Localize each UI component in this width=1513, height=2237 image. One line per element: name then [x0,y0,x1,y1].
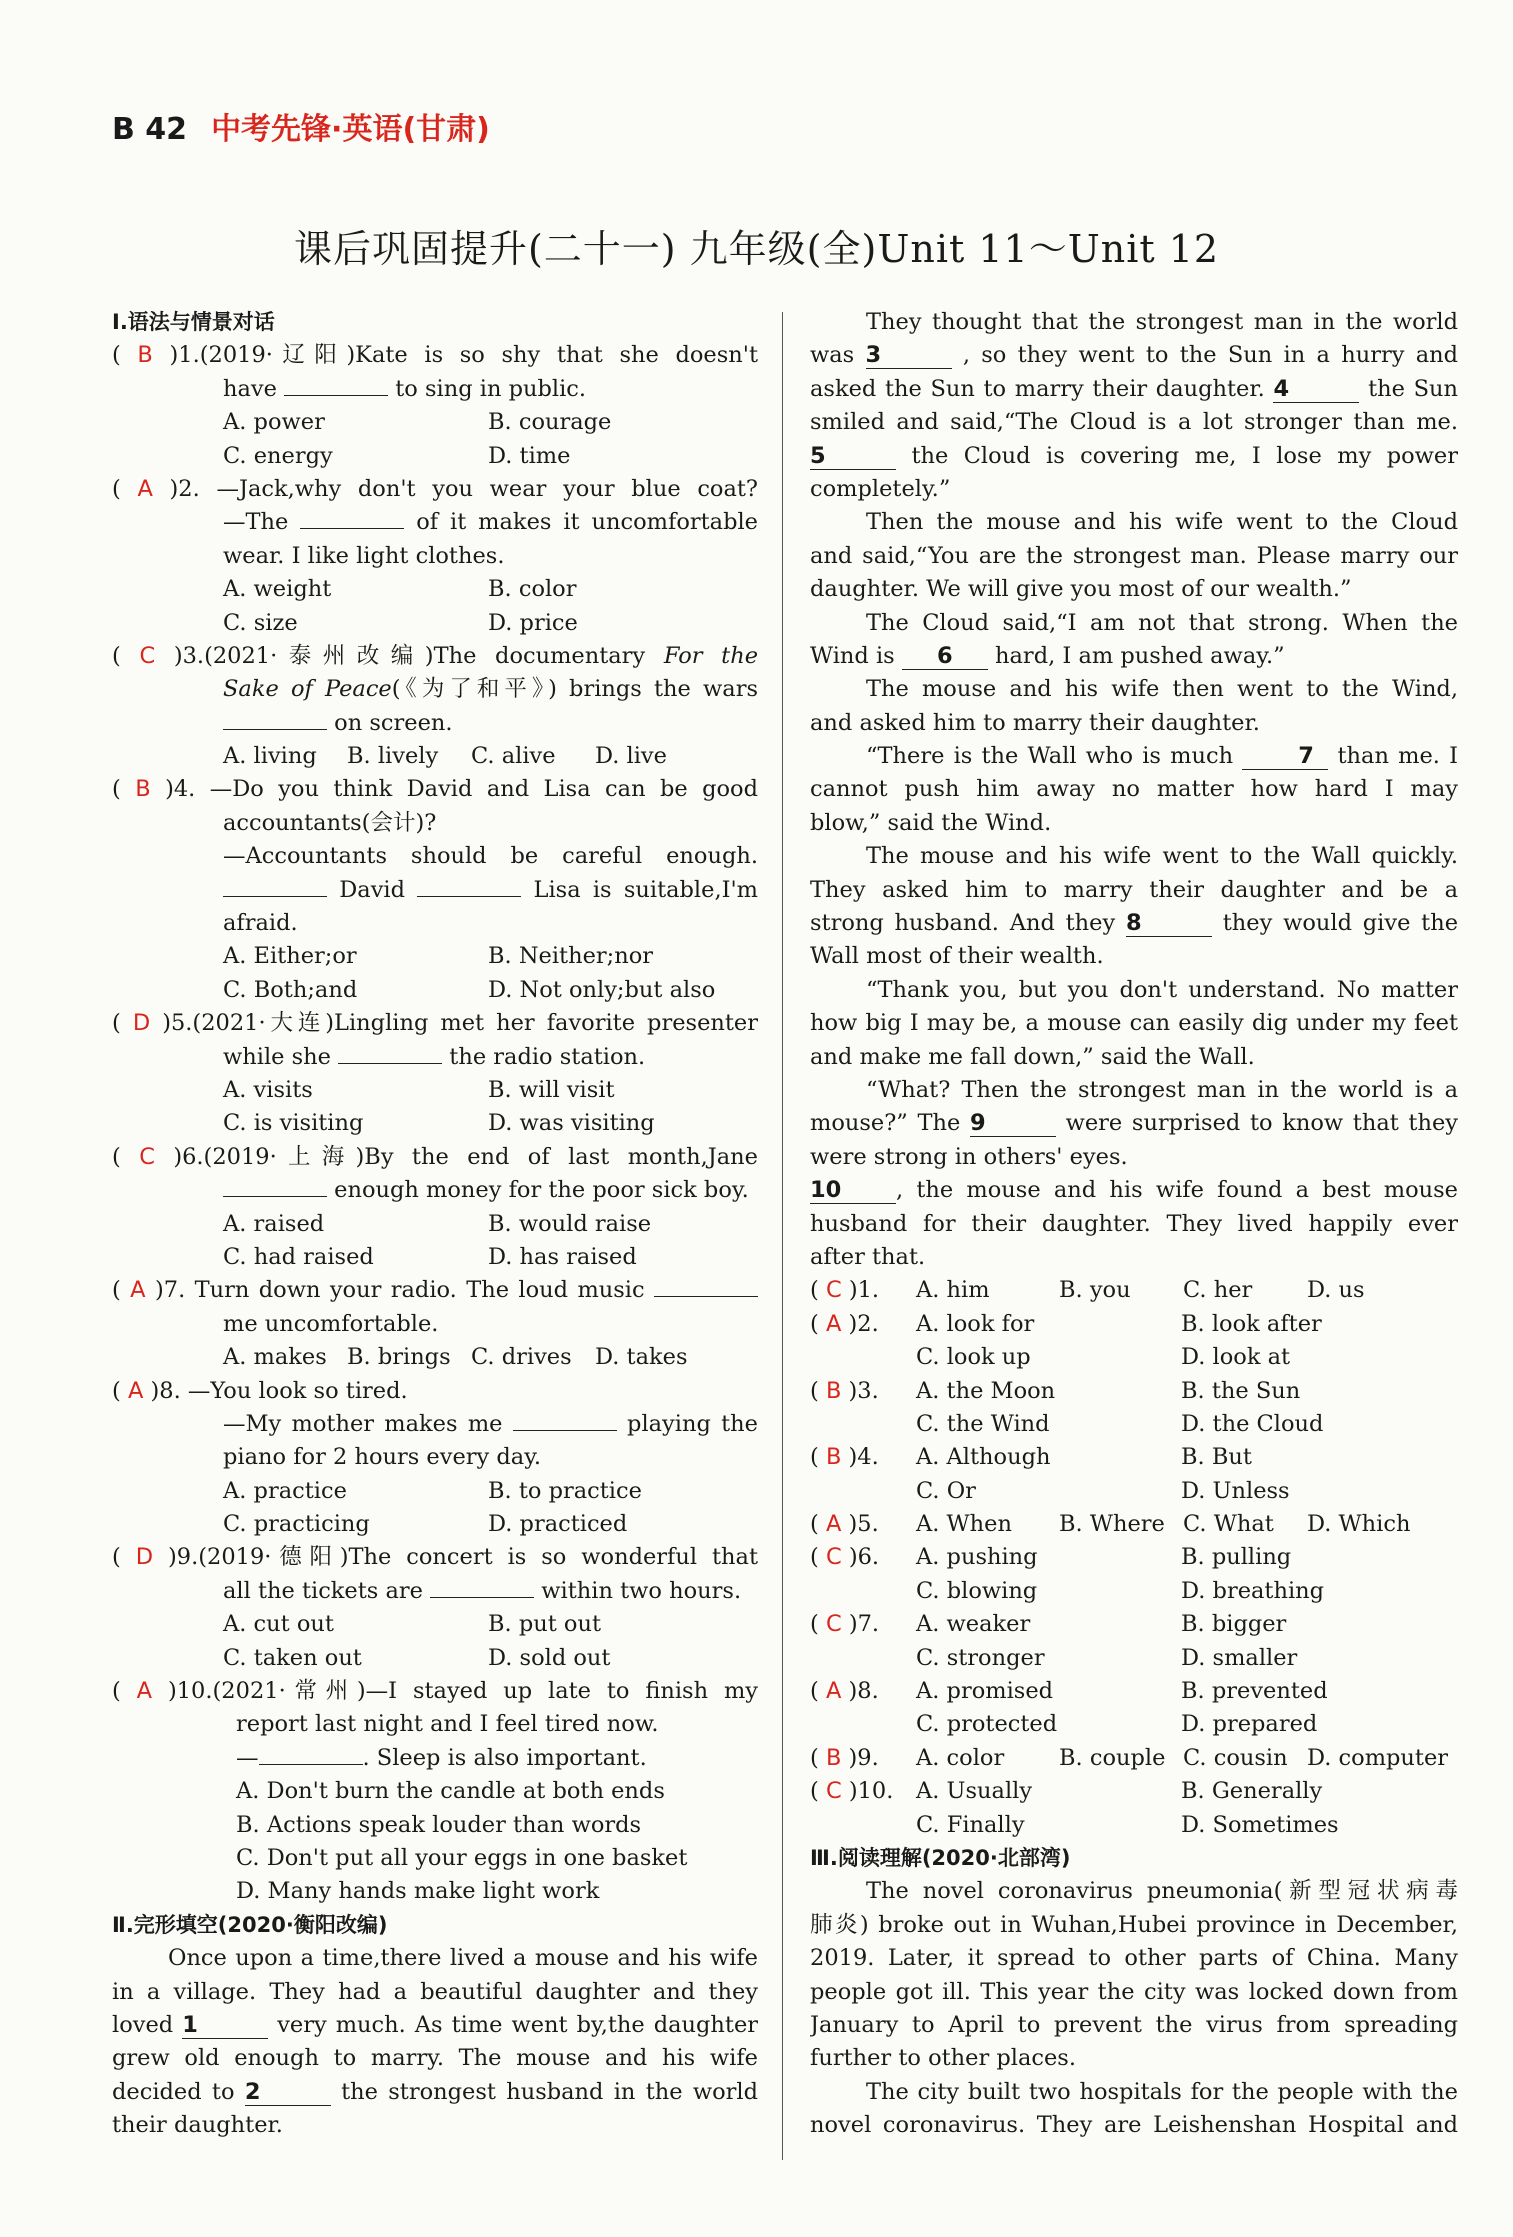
option-10d: D. Many hands make light work [236,1878,600,1905]
cloze-question-10: ( C )10. A. Usually B. Generally [810,1778,1323,1805]
cloze-question-3: ( B )3. A. the Moon B. the Sun [810,1377,1301,1404]
cloze-blank-1: 1 [182,2012,268,2039]
section-heading-cloze: Ⅱ.完形填空(2020·衡阳改编) [112,1912,388,1937]
answer-blank [338,1041,442,1064]
answer-blank [223,707,327,730]
cloze-blank-3: 3 [866,342,952,369]
answer-6: C [139,1143,155,1170]
question-7: ( A )7. Turn down your radio. The loud music [112,1274,758,1307]
answer-2: A [137,475,153,502]
cloze-question-7: ( C )7. A. weaker B. bigger [810,1611,1287,1638]
answer-10: A [136,1678,153,1705]
answer-blank [300,506,404,529]
cloze-question-8: ( A )8. A. promised B. prevented [810,1678,1328,1705]
cloze-blank-9: 9 [970,1110,1056,1137]
options-2: A. weight B. color [223,576,577,603]
answer-blank [223,874,327,897]
answer-blank [417,874,521,897]
column-divider [782,312,783,2160]
left-column: Ⅰ.语法与情景对话 ( B )1.(2019·辽阳)Kate is so shy that she doesn't have to sing in public. A. power B. courage C. energy D. time ( A )2. —Jack,why don't you wear your blue coat? —The of it makes it uncomfortable wear. I like light clothes. A. weight B. color C. size D. price ( C )3.(2021·泰州改编)The documentary For the Sake of Peace(《为了和平》) brings the wars on screen. A. living B. lively C. alive D. live ( B )4. —Do you think David and Lisa can be good accountants(会计)? —Accountants should be careful enough. David Lisa is suitable,I'm afraid. A. Either;or B. Neither;nor C. Both;and D. Not only;but also ( D )5.(2021·大连)Lingling met her favorite presenter while she the radio station. A. visits B. will visit C. is visiting D. was visiting ( C )6.(2019·上海)By the end of last month,Jane enough money for the poor sick boy. A. raised B. would raise C. had raised D. has raised ( A )7. Turn down your radio. The loud music me uncomfortable. A. makes B. brings C. drives D. takes ( A )8. —You look so tired. —My mother makes me playing the piano for 2 hours every day. A. practice B. to practice C. practicing D. practiced ( D )9.(2019·德阳)The concert is so wonderful that all the tickets are within two hours. A. cut out B. put out C. taken out D. sold out ( A )10.(2021·常州)—I stayed up late to finish my report last night and I feel tired now. — . Sleep is also important. A. Don't burn the candle at both ends B. Actions speak louder than words C. Don't put all your eggs in one basket D. Many hands make light work Ⅱ.完形填空(2020·衡阳改编) Once upon a time,there lived a mouse and his wife in a village. They had a beautiful daughter and they loved 1 very much. As time went by,the daughter grew old enough to marry. The mouse and his wife decided to 2 the strongest husband in the world their daughter. [112,306,758,2142]
question-2: ( A )2. —Jack,why don't you wear your blue coat? [112,475,758,502]
cloze-blank-6: 6 [902,643,988,670]
question-10: ( A )10.(2021·常州)—I stayed up late to finish my [112,1678,758,1705]
question-5: ( D )5.(2021·大连)Lingling met her favorite presenter [112,1010,758,1037]
option-10b: B. Actions speak louder than words [236,1811,642,1838]
page-header [112,104,490,148]
cloze-question-2: ( A )2. A. look for B. look after [810,1310,1322,1337]
cloze-question-1: ( C )1. A. him B. you C. her D. us [810,1277,1365,1304]
question-4: ( B )4. —Do you think David and Lisa can be good [112,776,758,803]
book-title: 中考先锋·英语(甘肃) [211,112,490,147]
options-5: A. visits B. will visit [223,1076,615,1103]
answer-blank [654,1274,758,1297]
question-1: ( B )1.(2019·辽阳)Kate is so shy that she doesn't [112,342,758,369]
option-10c: C. Don't put all your eggs in one basket [236,1844,688,1871]
section-heading-reading: Ⅲ.阅读理解(2020·北部湾) [810,1845,1071,1870]
page-title: 课后巩固提升(二十一) 九年级(全)Unit 11～Unit 12 [293,227,1220,271]
answer-1: B [137,342,153,369]
answer-blank [223,1174,327,1197]
cloze-blank-7: 7 [1242,743,1328,770]
answer-blank [284,373,388,396]
section-heading-grammar: Ⅰ.语法与情景对话 [112,310,275,334]
options-4: A. Either;or B. Neither;nor [223,943,654,970]
cloze-blank-2: 2 [245,2079,331,2106]
answer-5: D [132,1010,151,1037]
options-1: A. power B. courage [223,409,612,436]
option-10a: A. Don't burn the candle at both ends [236,1778,665,1805]
options-9: A. cut out B. put out [223,1611,602,1638]
question-3: ( C )3.(2021·泰州改编)The documentary For the [112,642,758,669]
cloze-blank-10: 10 [810,1177,896,1204]
right-column: They thought that the strongest man in the world was 3 , so they went to the Sun in a hurry and asked the Sun to marry their daughter. 4 the Sun smiled and said,“The Cloud is a lot stronger than me. 5 the Cloud is covering me, I lose my power completely.” Then the mouse and his wife went to the Cloud and said,“You are the strongest man. Please marry our daughter. We will give you most of our wealth.” The Cloud said,“I am not that strong. When the Wind is 6 hard, I am pushed away.” The mouse and his wife then went to the Wind, and asked him to marry their daughter. “There is the Wall who is much 7 than me. I cannot push him away no matter how hard I may blow,” said the Wind. The mouse and his wife went to the Wall quickly. They asked him to marry their daughter and be a strong husband. And they 8 they would give the Wall most of their wealth. “Thank you, but you don't understand. No matter how big I may be, a mouse can easily dig under my feet and make me fall down,” said the Wall. “What? Then the strongest man in the world is a mouse?” The 9 were surprised to know that they were strong in others' eyes. 10 , the mouse and his wife found a best mouse husband for their daughter. They lived happily ever after that. ( C )1. A. him B. you C. her D. us ( A )2. A. look for B. look after C. look up D. look at ( B )3. A. the Moon B. the Sun C. the Wind D. the Cloud ( B )4. A. Although B. But C. Or D. Unless ( A )5. A. When B. Where C. What D. Which ( C )6. A. pushing B. pulling C. blowing D. breathing ( C )7. A. weaker B. bigger C. stronger D. smaller ( A )8. A. promised B. prevented C. protected D. prepared ( B )9. A. color B. couple C. cousin D. computer ( C )10. A. Usually B. Generally C. Finally D. Sometimes Ⅲ.阅读理解(2020·北部湾) The novel coronavirus pneumonia(新型冠状病毒 肺炎) broke out in Wuhan,Hubei province in December, 2019. Later, it spread to other parts of China. Many people got ill. This year the city was locked down from January to April to prevent the virus from spreading further to other places. The city built two hospitals for the people with the novel coronavirus. They are Leishenshan Hospital and [810,309,1458,2139]
options-8: A. practice B. to practice [223,1477,642,1504]
answer-blank [259,1742,363,1765]
answer-7: A [130,1277,146,1304]
cloze-question-6: ( C )6. A. pushing B. pulling [810,1544,1292,1571]
options-7: A. makes B. brings C. drives D. takes [223,1344,688,1371]
answer-3: C [139,642,156,669]
cloze-blank-8: 8 [1126,910,1212,937]
cloze-question-4: ( B )4. A. Although B. But [810,1444,1252,1471]
answer-4: B [135,776,151,803]
options-6: A. raised B. would raise [223,1210,652,1237]
question-9: ( D )9.(2019·德阳)The concert is so wonderful that [112,1544,758,1571]
question-6: ( C )6.(2019·上海)By the end of last month,Jane [112,1143,758,1170]
question-8: ( A )8. —You look so tired. [112,1377,408,1404]
cloze-blank-5: 5 [810,443,896,470]
answer-blank [430,1575,534,1598]
answer-9: D [135,1544,154,1571]
options-3: A. living B. lively C. alive D. live [223,743,667,770]
cloze-question-9: ( B )9. A. color B. couple C. cousin D. computer [810,1744,1449,1771]
cloze-blank-4: 4 [1273,376,1359,403]
cloze-question-5: ( A )5. A. When B. Where C. What D. Which [810,1511,1411,1538]
answer-8: A [127,1377,144,1404]
answer-blank [513,1408,617,1431]
page-number: B 42 [112,112,188,147]
